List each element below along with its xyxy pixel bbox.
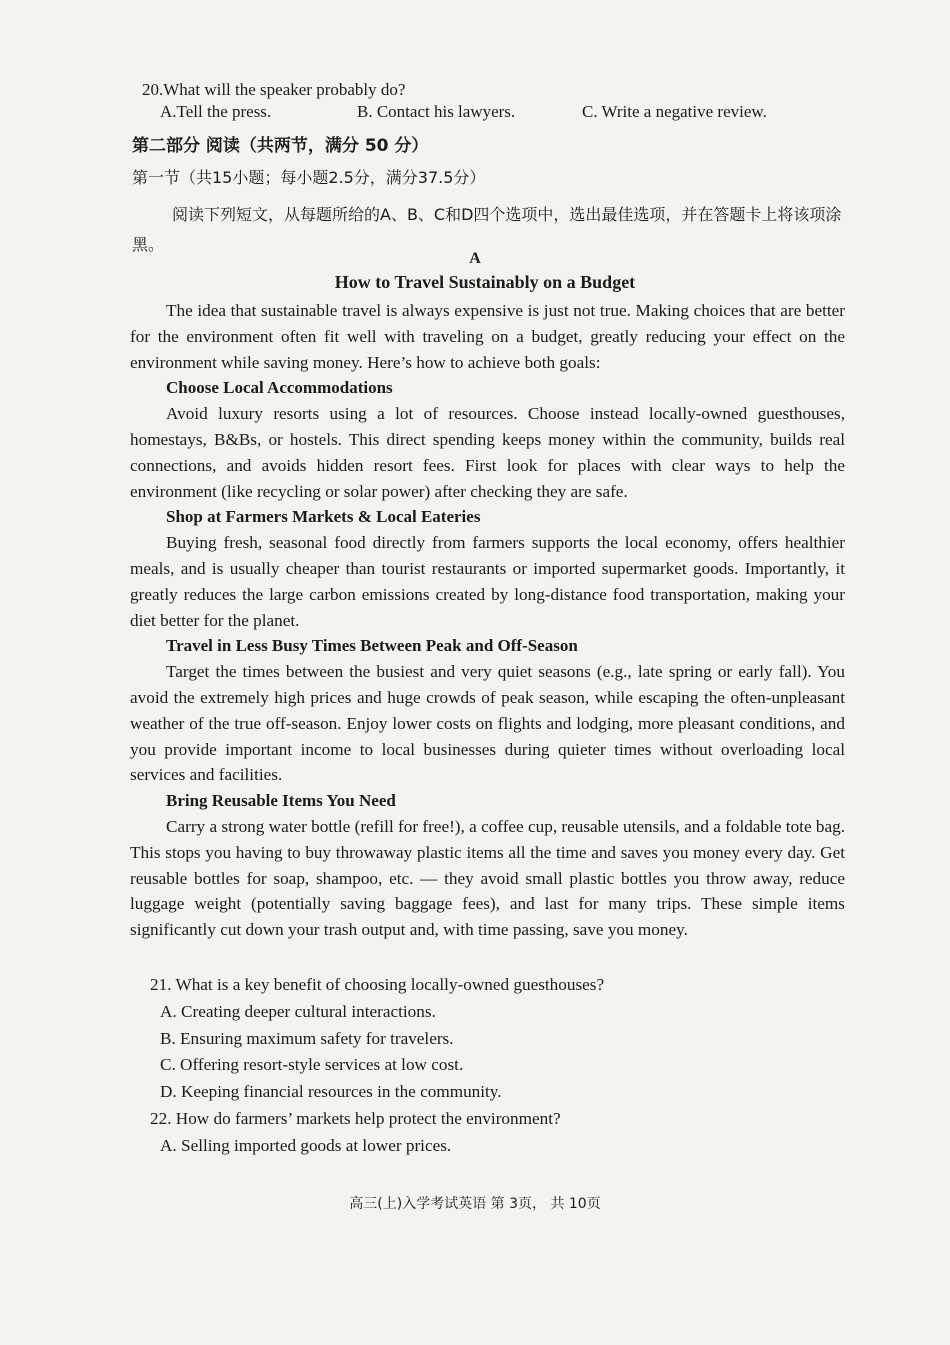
section-title: 第二部分 阅读（共两节，满分 50 分）	[132, 136, 429, 156]
question-list	[130, 972, 845, 1160]
question-21-option-b: B. Ensuring maximum safety for travelers.	[160, 1028, 454, 1048]
section-body: Carry a strong water bottle (refill for free!), a coffee cup, reusable utensils, and a foldable tote bag. This stops you having to buy throwaway plastic items all the time and saves you money every day. Get reusable bottles for soap, shampoo, etc. — they avoid small plastic bottles you throw away, reduce luggage weight (potentially saving baggage fees), and last for many trips. These simple items significantly cut down your trash output and, with time passing, save you money.	[130, 816, 845, 940]
instructions: 阅读下列短文，从每题所给的A、B、C和D四个选项中，选出最佳选项，并在答题卡上将该项涂黑。	[132, 205, 842, 254]
section-heading: Choose Local Accommodations	[166, 378, 393, 398]
section-body: Avoid luxury resorts using a lot of resources. Choose instead locally-owned guesthouses, homestays, B&Bs, or hostels. This direct spending keeps money within the community, builds real connections, and avoids hidden resort fees. First look for places with clear ways to help the environment (like recycling or solar power) after checking they are safe.	[130, 404, 845, 501]
question-21-option-a: A. Creating deeper cultural interactions.	[160, 1001, 436, 1021]
passage-body	[130, 298, 845, 943]
section-heading: Shop at Farmers Markets & Local Eateries	[166, 507, 481, 527]
passage-title: How to Travel Sustainably on a Budget	[334, 272, 636, 292]
section-body: Buying fresh, seasonal food directly from farmers supports the local economy, offers healthier meals, and is usually cheaper than tourist restaurants or imported supermarket goods. Importantly, it greatly reduces the large carbon emissions created by long-distance food transportation, making your diet better for the planet.	[130, 533, 845, 630]
question-21-option-c: C. Offering resort-style services at low cost.	[160, 1055, 464, 1075]
option-c: C. Write a negative review.	[582, 102, 767, 121]
question-21-option-d: D. Keeping financial resources in the community.	[160, 1082, 502, 1102]
section-heading: Bring Reusable Items You Need	[166, 791, 396, 811]
question-20	[142, 80, 842, 124]
question-22-stem: 22. How do farmers’ markets help protect the environment?	[150, 1108, 561, 1128]
question-21-stem: 21. What is a key benefit of choosing locally-owned guesthouses?	[150, 975, 605, 994]
passage-intro: The idea that sustainable travel is always expensive is just not true. Making choices that are better for the environment often fit well with traveling on a budget, greatly reducing your effect on the environment while saving money. Here’s how to achieve both goals:	[130, 301, 845, 372]
passage-letter: A	[469, 250, 481, 267]
option-a: A.Tell the press.	[160, 102, 272, 121]
question-22-option-a: A. Selling imported goods at lower prices.	[160, 1135, 452, 1155]
question-options	[142, 102, 842, 124]
section-body: Target the times between the busiest and very quiet seasons (e.g., late spring or early fall). You avoid the extremely high prices and huge crowds of peak season, while escaping the often-unpleasant weather of the true off-season. Enjoy lower costs on flights and lodging, more pleasant conditions, and you provide important income to local businesses during quieter times without overloading local services and facilities.	[130, 662, 845, 785]
question-stem: 20.What will the speaker probably do?	[142, 80, 406, 99]
page-footer: 高三(上)入学考试英语 第 3页， 共 10页	[349, 1196, 601, 1212]
section-heading: Travel in Less Busy Times Between Peak and Off-Season	[166, 636, 578, 656]
subsection-title: 第一节（共15小题；每小题2.5分，满分37.5分）	[132, 168, 486, 187]
option-b: B. Contact his lawyers.	[357, 102, 516, 121]
